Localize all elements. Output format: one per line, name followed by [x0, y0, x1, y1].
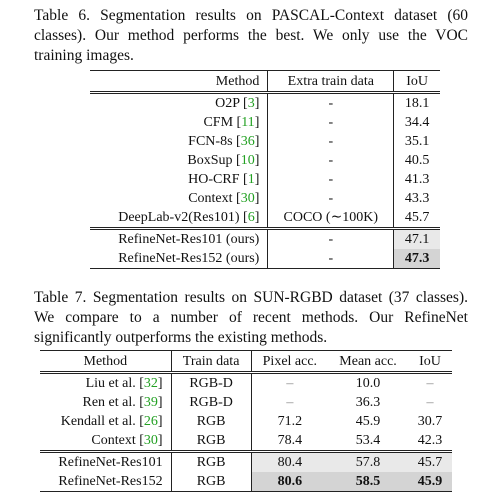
citation-link[interactable]: 39 — [143, 395, 158, 410]
citation-link[interactable]: 32 — [143, 376, 158, 391]
table7-header-iou: IoU — [408, 351, 452, 373]
method-cell: O2P [3] — [90, 93, 268, 114]
pixel-cell: 80.4 — [251, 452, 328, 473]
table6-header-extra: Extra train data — [268, 71, 394, 93]
citation-link[interactable]: 6 — [247, 210, 255, 225]
iou-cell: 43.3 — [404, 191, 430, 206]
extra-cell: - — [268, 170, 394, 189]
method-cell: RefineNet-Res101 — [40, 452, 171, 473]
iou-cell: 41.3 — [404, 172, 430, 187]
table-row — [90, 170, 440, 189]
iou-cell: 34.4 — [404, 115, 430, 130]
table6-header-method: Method — [90, 71, 268, 93]
mean-cell: 58.5 — [328, 472, 408, 492]
method-cell: RefineNet-Res152 — [40, 472, 171, 492]
table-row — [90, 189, 440, 208]
method-cell: Liu et al. [32] — [40, 373, 171, 394]
iou-cell: 42.3 — [417, 433, 443, 448]
extra-cell: - — [268, 132, 394, 151]
iou-cell: 47.1 — [394, 229, 440, 250]
iou-cell: 40.5 — [404, 153, 430, 168]
table-row — [90, 229, 440, 250]
iou-cell: 45.7 — [404, 210, 430, 225]
citation-link[interactable]: 26 — [143, 414, 158, 429]
train-cell: RGB — [171, 472, 251, 492]
pixel-cell: 71.2 — [277, 414, 303, 429]
extra-cell: COCO (∼100K) — [268, 208, 394, 229]
pixel-cell: 78.4 — [277, 433, 303, 448]
table-row — [90, 208, 440, 229]
table7-header-train: Train data — [171, 351, 251, 373]
method-cell: Context [30] — [90, 189, 268, 208]
iou-cell: 45.9 — [408, 472, 452, 492]
table6-header-row — [90, 71, 440, 93]
train-cell: RGB — [171, 412, 251, 431]
table7-header-mean: Mean acc. — [328, 351, 408, 373]
method-cell: CFM [11] — [90, 113, 268, 132]
citation-link[interactable]: 11 — [241, 115, 255, 130]
table-row — [90, 151, 440, 170]
extra-cell: - — [268, 151, 394, 170]
citation-link[interactable]: 1 — [247, 172, 255, 187]
iou-cell: – — [426, 395, 434, 410]
train-cell: RGB — [171, 431, 251, 452]
mean-cell: 36.3 — [355, 395, 381, 410]
method-cell: FCN-8s [36] — [90, 132, 268, 151]
table-row — [40, 393, 452, 412]
table-row — [40, 412, 452, 431]
table7 — [40, 350, 452, 492]
iou-cell: 45.7 — [408, 452, 452, 473]
mean-cell: 57.8 — [328, 452, 408, 473]
extra-cell: - — [268, 113, 394, 132]
method-cell: Context [30] — [40, 431, 171, 452]
table6-caption: Table 6. Segmentation results on PASCAL-Context dataset (60 classes). Our method performs the best. We only use the VOC training images. — [34, 7, 468, 64]
extra-cell: - — [268, 93, 394, 114]
table-row — [90, 249, 440, 269]
iou-cell: 18.1 — [394, 93, 440, 114]
method-cell: DeepLab-v2(Res101) [6] — [90, 208, 268, 229]
iou-cell: – — [408, 373, 452, 394]
method-cell: RefineNet-Res152 (ours) — [90, 249, 268, 269]
method-cell: RefineNet-Res101 (ours) — [90, 229, 268, 250]
iou-cell: 35.1 — [404, 134, 430, 149]
citation-link[interactable]: 3 — [247, 96, 255, 111]
table-row — [40, 431, 452, 452]
citation-link[interactable]: 30 — [143, 433, 158, 448]
table-row — [90, 113, 440, 132]
table-row — [40, 472, 452, 492]
method-cell: Ren et al. [39] — [40, 393, 171, 412]
extra-cell: - — [268, 189, 394, 208]
citation-link[interactable]: 30 — [240, 191, 255, 206]
citation-link[interactable]: 10 — [240, 153, 255, 168]
pixel-cell: – — [286, 395, 294, 410]
pixel-cell: – — [251, 373, 328, 394]
mean-cell: 53.4 — [355, 433, 381, 448]
table-row — [90, 93, 440, 114]
table7-header-method: Method — [40, 351, 171, 373]
table6-header-iou: IoU — [394, 71, 440, 93]
table-row — [40, 452, 452, 473]
iou-cell: 47.3 — [394, 249, 440, 269]
table7-header-row — [40, 351, 452, 373]
table7-caption: Table 7. Segmentation results on SUN-RGBD dataset (37 classes). We compare to a number of recent methods. Our RefineNet significantly outperforms the existing methods. — [34, 289, 468, 346]
mean-cell: 10.0 — [328, 373, 408, 394]
train-cell: RGB — [171, 452, 251, 473]
table7-header-pixel: Pixel acc. — [251, 351, 328, 373]
method-cell: BoxSup [10] — [90, 151, 268, 170]
pixel-cell: 80.6 — [251, 472, 328, 492]
mean-cell: 45.9 — [355, 414, 381, 429]
method-cell: Kendall et al. [26] — [40, 412, 171, 431]
extra-cell: - — [268, 229, 394, 250]
table-row — [90, 132, 440, 151]
table6 — [90, 70, 440, 269]
extra-cell: - — [268, 249, 394, 269]
iou-cell: 30.7 — [417, 414, 443, 429]
train-cell: RGB-D — [171, 393, 251, 412]
method-cell: HO-CRF [1] — [90, 170, 268, 189]
citation-link[interactable]: 36 — [240, 134, 255, 149]
table-row — [40, 373, 452, 394]
train-cell: RGB-D — [171, 373, 251, 394]
